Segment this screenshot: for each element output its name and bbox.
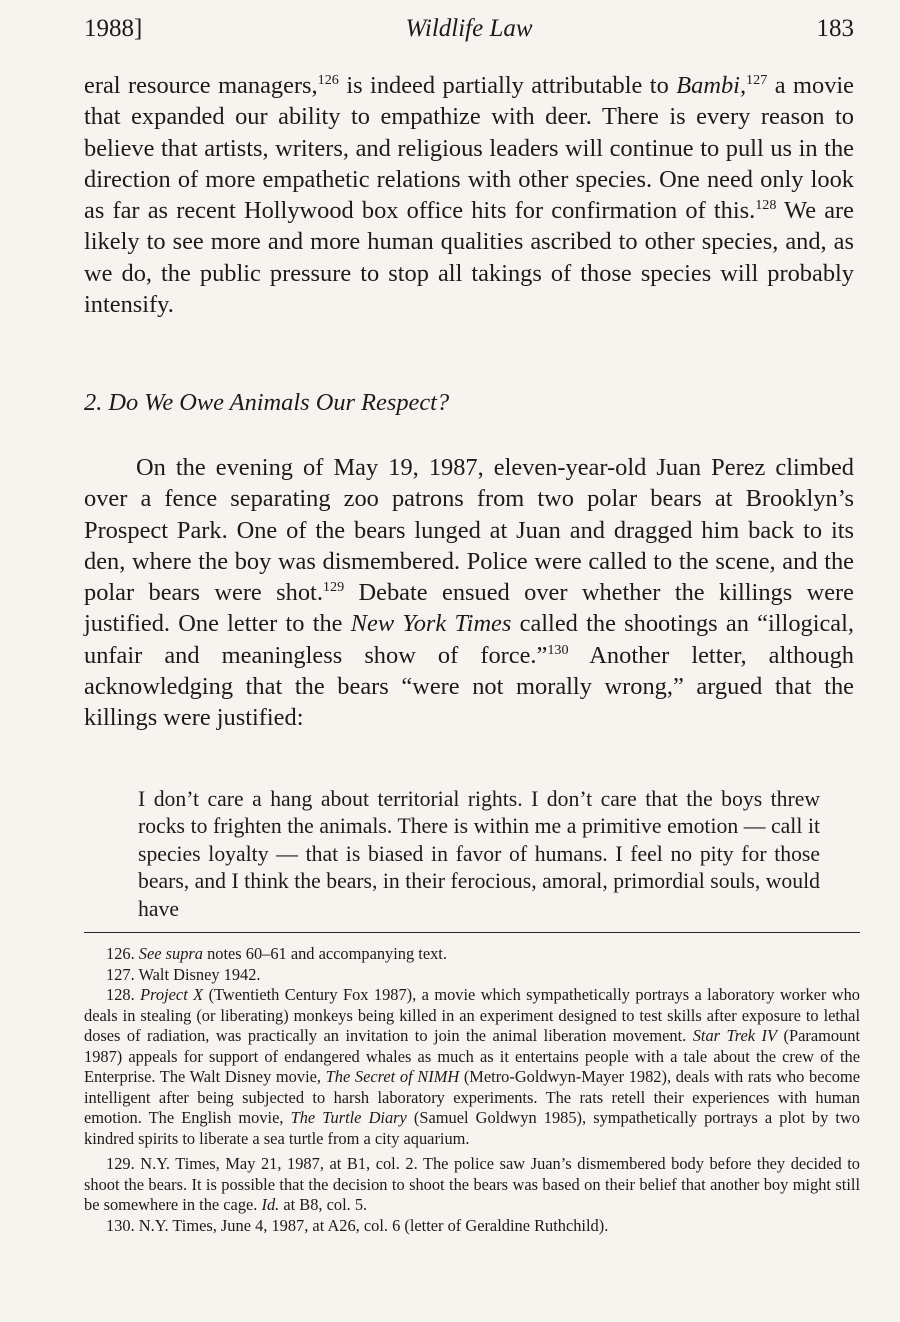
signal-id: Id. bbox=[261, 1195, 280, 1214]
section-heading: 2. Do We Owe Animals Our Respect? bbox=[84, 389, 450, 416]
film-title: The Secret of NIMH bbox=[325, 1067, 460, 1086]
quote-text: I don’t care a hang about territorial rights. I don’t care that the boys threw rocks to frighten the animals. There is within me a primitive emotion — call it species loyalty — that is biased in favor of humans. I feel no pity for those bears, and I think the bears, in their ferocious, amoral, primordial souls, would have bbox=[138, 787, 820, 921]
paragraph bbox=[84, 452, 854, 734]
footnote-ref-128[interactable]: 128 bbox=[755, 197, 777, 214]
footnote-126 bbox=[84, 944, 860, 965]
running-header bbox=[84, 12, 854, 46]
body-text-main bbox=[84, 452, 854, 734]
text-run: Debate ensued over whether the killings were justified. One letter to the bbox=[84, 579, 854, 638]
footnote-number: 128. bbox=[106, 985, 141, 1004]
block-quote bbox=[138, 786, 820, 923]
footnote-ref-126[interactable]: 126 bbox=[317, 72, 339, 89]
footnote-128 bbox=[84, 985, 860, 1149]
newspaper-title: New York Times bbox=[350, 610, 512, 638]
footnote-130: 130. N.Y. Times, June 4, 1987, at A26, col. 6 (letter of Geraldine Ruthchild). bbox=[106, 1215, 609, 1235]
footnote-text: notes 60–61 and accompanying text. bbox=[202, 944, 447, 963]
footnote-text: (Twentieth Century Fox 1987), a movie which sympathetically portrays a laboratory worker who deals in stealing (or liberating) monkeys being killed in an experiment designed to test skills after exposure to lethal doses of radiation, was practically an invitation to join the animal liberation movement. bbox=[84, 985, 861, 1045]
film-title: Project X bbox=[140, 985, 204, 1004]
header-year: 1988] bbox=[84, 15, 143, 42]
footnote-text: 129. N.Y. Times, May 21, 1987, at B1, col. 2. The police saw Juan’s dismembered body before they decided to shoot the bears. It is possible that the decision to shoot the bears was based on their belief that another boy might still be somewhere in the cage. bbox=[84, 1154, 860, 1214]
footnote-ref-130[interactable]: 130 bbox=[547, 642, 569, 659]
film-title: Star Trek IV bbox=[692, 1026, 778, 1045]
text-run: We are likely to see more and more human qualities ascribed to other species, and, as we do, the public pressure to stop all takings of those species will probably intensify. bbox=[84, 197, 855, 319]
footnote-text: (Metro-Goldwyn-Mayer 1982), deals with rats who become intelligent after being subjected to harsh laboratory experiments. The rats retell their experiences with human emotion. The English movie, bbox=[84, 1067, 860, 1127]
footnote-129 bbox=[84, 1154, 860, 1216]
footnote-text: (Samuel Goldwyn 1985), sympathetically portrays a plot by two kindred spirits to liberate a sea turtle from a city aquarium. bbox=[84, 1108, 860, 1148]
text-run: eral resource managers, bbox=[84, 72, 318, 99]
footnote-ref-127[interactable]: 127 bbox=[746, 72, 768, 89]
footnotes bbox=[84, 944, 860, 1236]
text-run: called the shootings an “illogical, unfair and meaningless show of force.” bbox=[84, 610, 855, 669]
text-run: On the evening of May 19, 1987, eleven-year-old Juan Perez climbed over a fence separating zoo patrons from two polar bears at Brooklyn’s Prospect Park. One of the bears lunged at Juan and dragged him back to its den, where the boy was dismembered. Police were called to the scene, and the polar bears were shot. bbox=[84, 454, 854, 607]
footnote-divider bbox=[84, 932, 860, 933]
body-text-top bbox=[84, 70, 854, 320]
film-title-bambi: Bambi, bbox=[676, 72, 747, 99]
film-title: The Turtle Diary bbox=[290, 1108, 407, 1127]
footnote-ref-129[interactable]: 129 bbox=[322, 579, 345, 596]
footnote-127: 127. Walt Disney 1942. bbox=[106, 964, 261, 984]
footnote-number: 126. bbox=[106, 944, 139, 963]
signal-see-supra: See supra bbox=[138, 944, 203, 963]
text-run: is indeed partially attributable to bbox=[338, 72, 677, 99]
header-page-number: 183 bbox=[816, 15, 854, 42]
text-run: Another letter, although acknowledging that the bears “were not morally wrong,” argued that the killings were justified: bbox=[84, 641, 855, 732]
footnote-text: (Paramount 1987) appeals for support of endangered whales as much as it entertains people with a tale about the crew of the Enterprise. The Walt Disney movie, bbox=[84, 1026, 860, 1086]
header-journal-title: Wildlife Law bbox=[405, 15, 533, 42]
paragraph bbox=[84, 70, 854, 320]
footnote-text: at B8, col. 5. bbox=[279, 1195, 368, 1214]
text-run: a movie that expanded our ability to empathize with deer. There is every reason to believe that artists, writers, and religious leaders will continue to pull us in the direction of more empathetic relations with other species. One need only look as far as recent Hollywood box office hits for confirmation of this. bbox=[84, 72, 854, 225]
